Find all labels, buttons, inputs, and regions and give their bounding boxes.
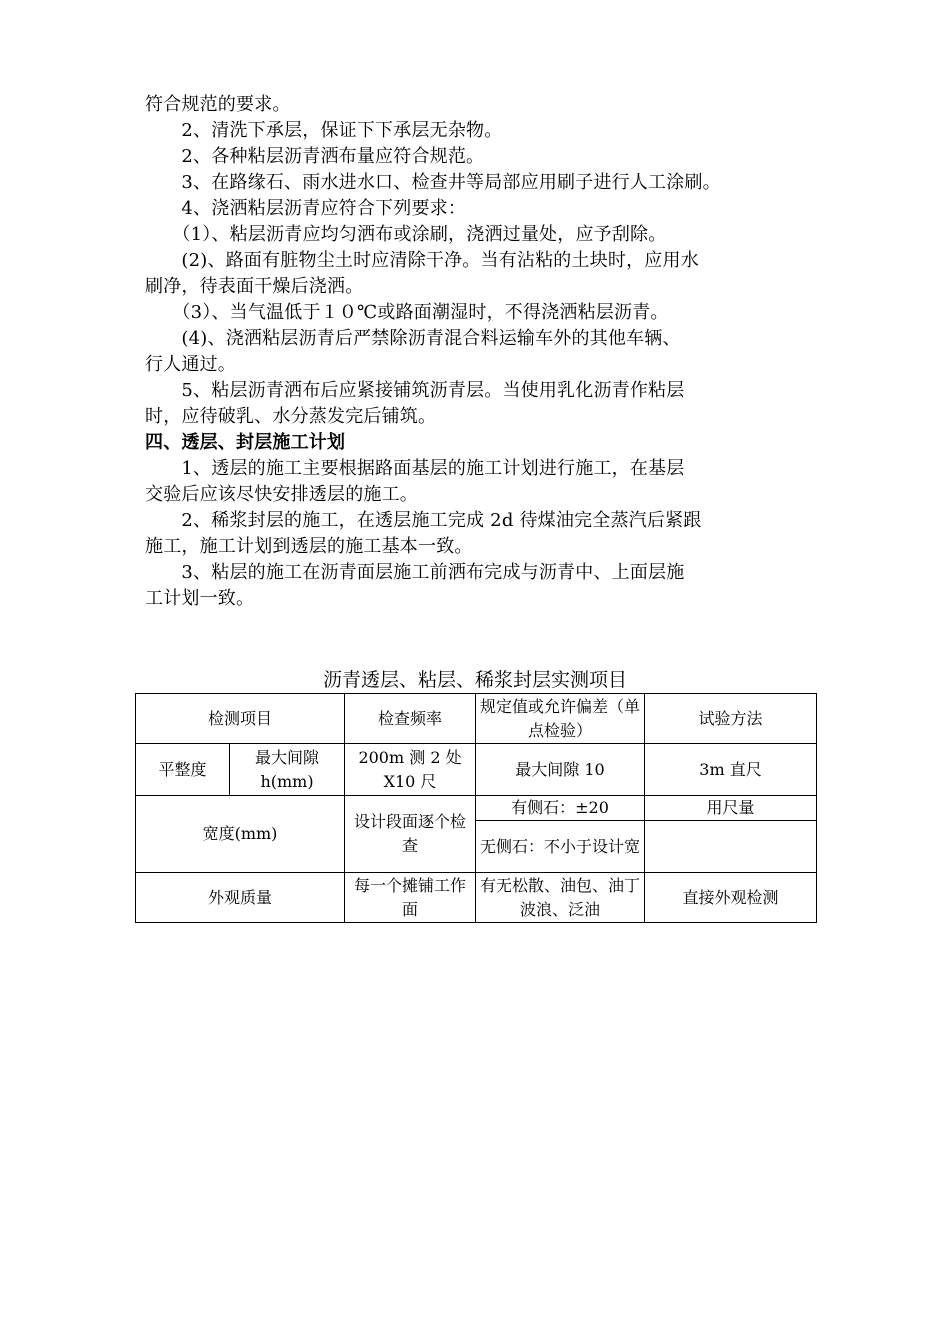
cell-method-with-curb: 用尺量: [645, 796, 817, 821]
cell-method: 3m 直尺: [645, 744, 817, 796]
table-header-row: [136, 694, 817, 744]
body-line: （1）、粘层沥青应均匀洒布或涂刷，浇洒过量处，应予刮除。: [145, 224, 667, 245]
spec-table: [135, 693, 817, 923]
cell-subitem: 最大间隙h(mm): [230, 744, 345, 796]
cell-tolerance-without-curb: 无侧石：不小于设计宽: [476, 821, 645, 873]
section-line: 1、透层的施工主要根据路面基层的施工计划进行施工，在基层: [145, 458, 685, 479]
body-line: (2)、路面有脏物尘土时应清除干净。当有沾粘的土块时，应用水: [145, 250, 699, 271]
cell-tolerance: 最大间隙 10: [476, 744, 645, 796]
section-line: 交验后应该尽快安排透层的施工。: [145, 484, 418, 505]
body-line: 3、在路缘石、雨水进水口、检查井等局部应用刷子进行人工涂刷。: [145, 172, 721, 193]
body-line: 行人通过。: [145, 354, 236, 375]
body-text: [145, 92, 810, 612]
section-line: 2、稀浆封层的施工，在透层施工完成 2d 待煤油完全蒸汽后紧跟: [145, 510, 702, 531]
body-line: 2、各种粘层沥青洒布量应符合规范。: [145, 146, 485, 167]
body-line: 2、清洗下承层，保证下下承层无杂物。: [145, 120, 503, 141]
body-line: 时，应待破乳、水分蒸发完后铺筑。: [145, 406, 437, 427]
body-line: 刷净，待表面干燥后浇洒。: [145, 276, 364, 297]
cell-frequency: 200m 测 2 处X10 尺: [345, 744, 476, 796]
body-line: （3）、当气温低于１０℃或路面潮湿时，不得浇洒粘层沥青。: [145, 302, 669, 323]
cell-tolerance-with-curb: 有侧石：±20: [476, 796, 645, 821]
header-tolerance: 规定值或允许偏差（单点检验）: [476, 694, 645, 744]
cell-frequency: 设计段面逐个检查: [345, 796, 476, 873]
section-line: 施工，施工计划到透层的施工基本一致。: [145, 536, 473, 557]
header-item: 检测项目: [136, 694, 345, 744]
header-frequency: 检查频率: [345, 694, 476, 744]
cell-frequency: 每一个摊铺工作面: [345, 873, 476, 923]
section-line: 3、粘层的施工在沥青面层施工前洒布完成与沥青中、上面层施: [145, 562, 685, 583]
cell-item: 平整度: [136, 744, 230, 796]
body-line: 5、粘层沥青洒布后应紧接铺筑沥青层。当使用乳化沥青作粘层: [145, 380, 685, 401]
cell-method: 直接外观检测: [645, 873, 817, 923]
body-line: (4)、浇洒粘层沥青后严禁除沥青混合料运输车外的其他车辆、: [145, 328, 681, 349]
cell-item: 外观质量: [136, 873, 345, 923]
section-line: 工计划一致。: [145, 588, 255, 609]
table-row-appearance: [136, 873, 817, 923]
body-line: 符合规范的要求。: [145, 94, 291, 115]
cell-item: 宽度(mm): [136, 796, 345, 873]
section-heading: 四、透层、封层施工计划: [145, 432, 346, 453]
body-line: 4、浇洒粘层沥青应符合下列要求：: [145, 198, 467, 219]
cell-method-without-curb: [645, 821, 817, 873]
table-row-flatness: [136, 744, 817, 796]
header-method: 试验方法: [645, 694, 817, 744]
cell-tolerance: 有无松散、油包、油丁波浪、泛油: [476, 873, 645, 923]
table-row-width: [136, 796, 817, 821]
table-caption: 沥青透层、粘层、稀浆封层实测项目: [322, 669, 627, 691]
